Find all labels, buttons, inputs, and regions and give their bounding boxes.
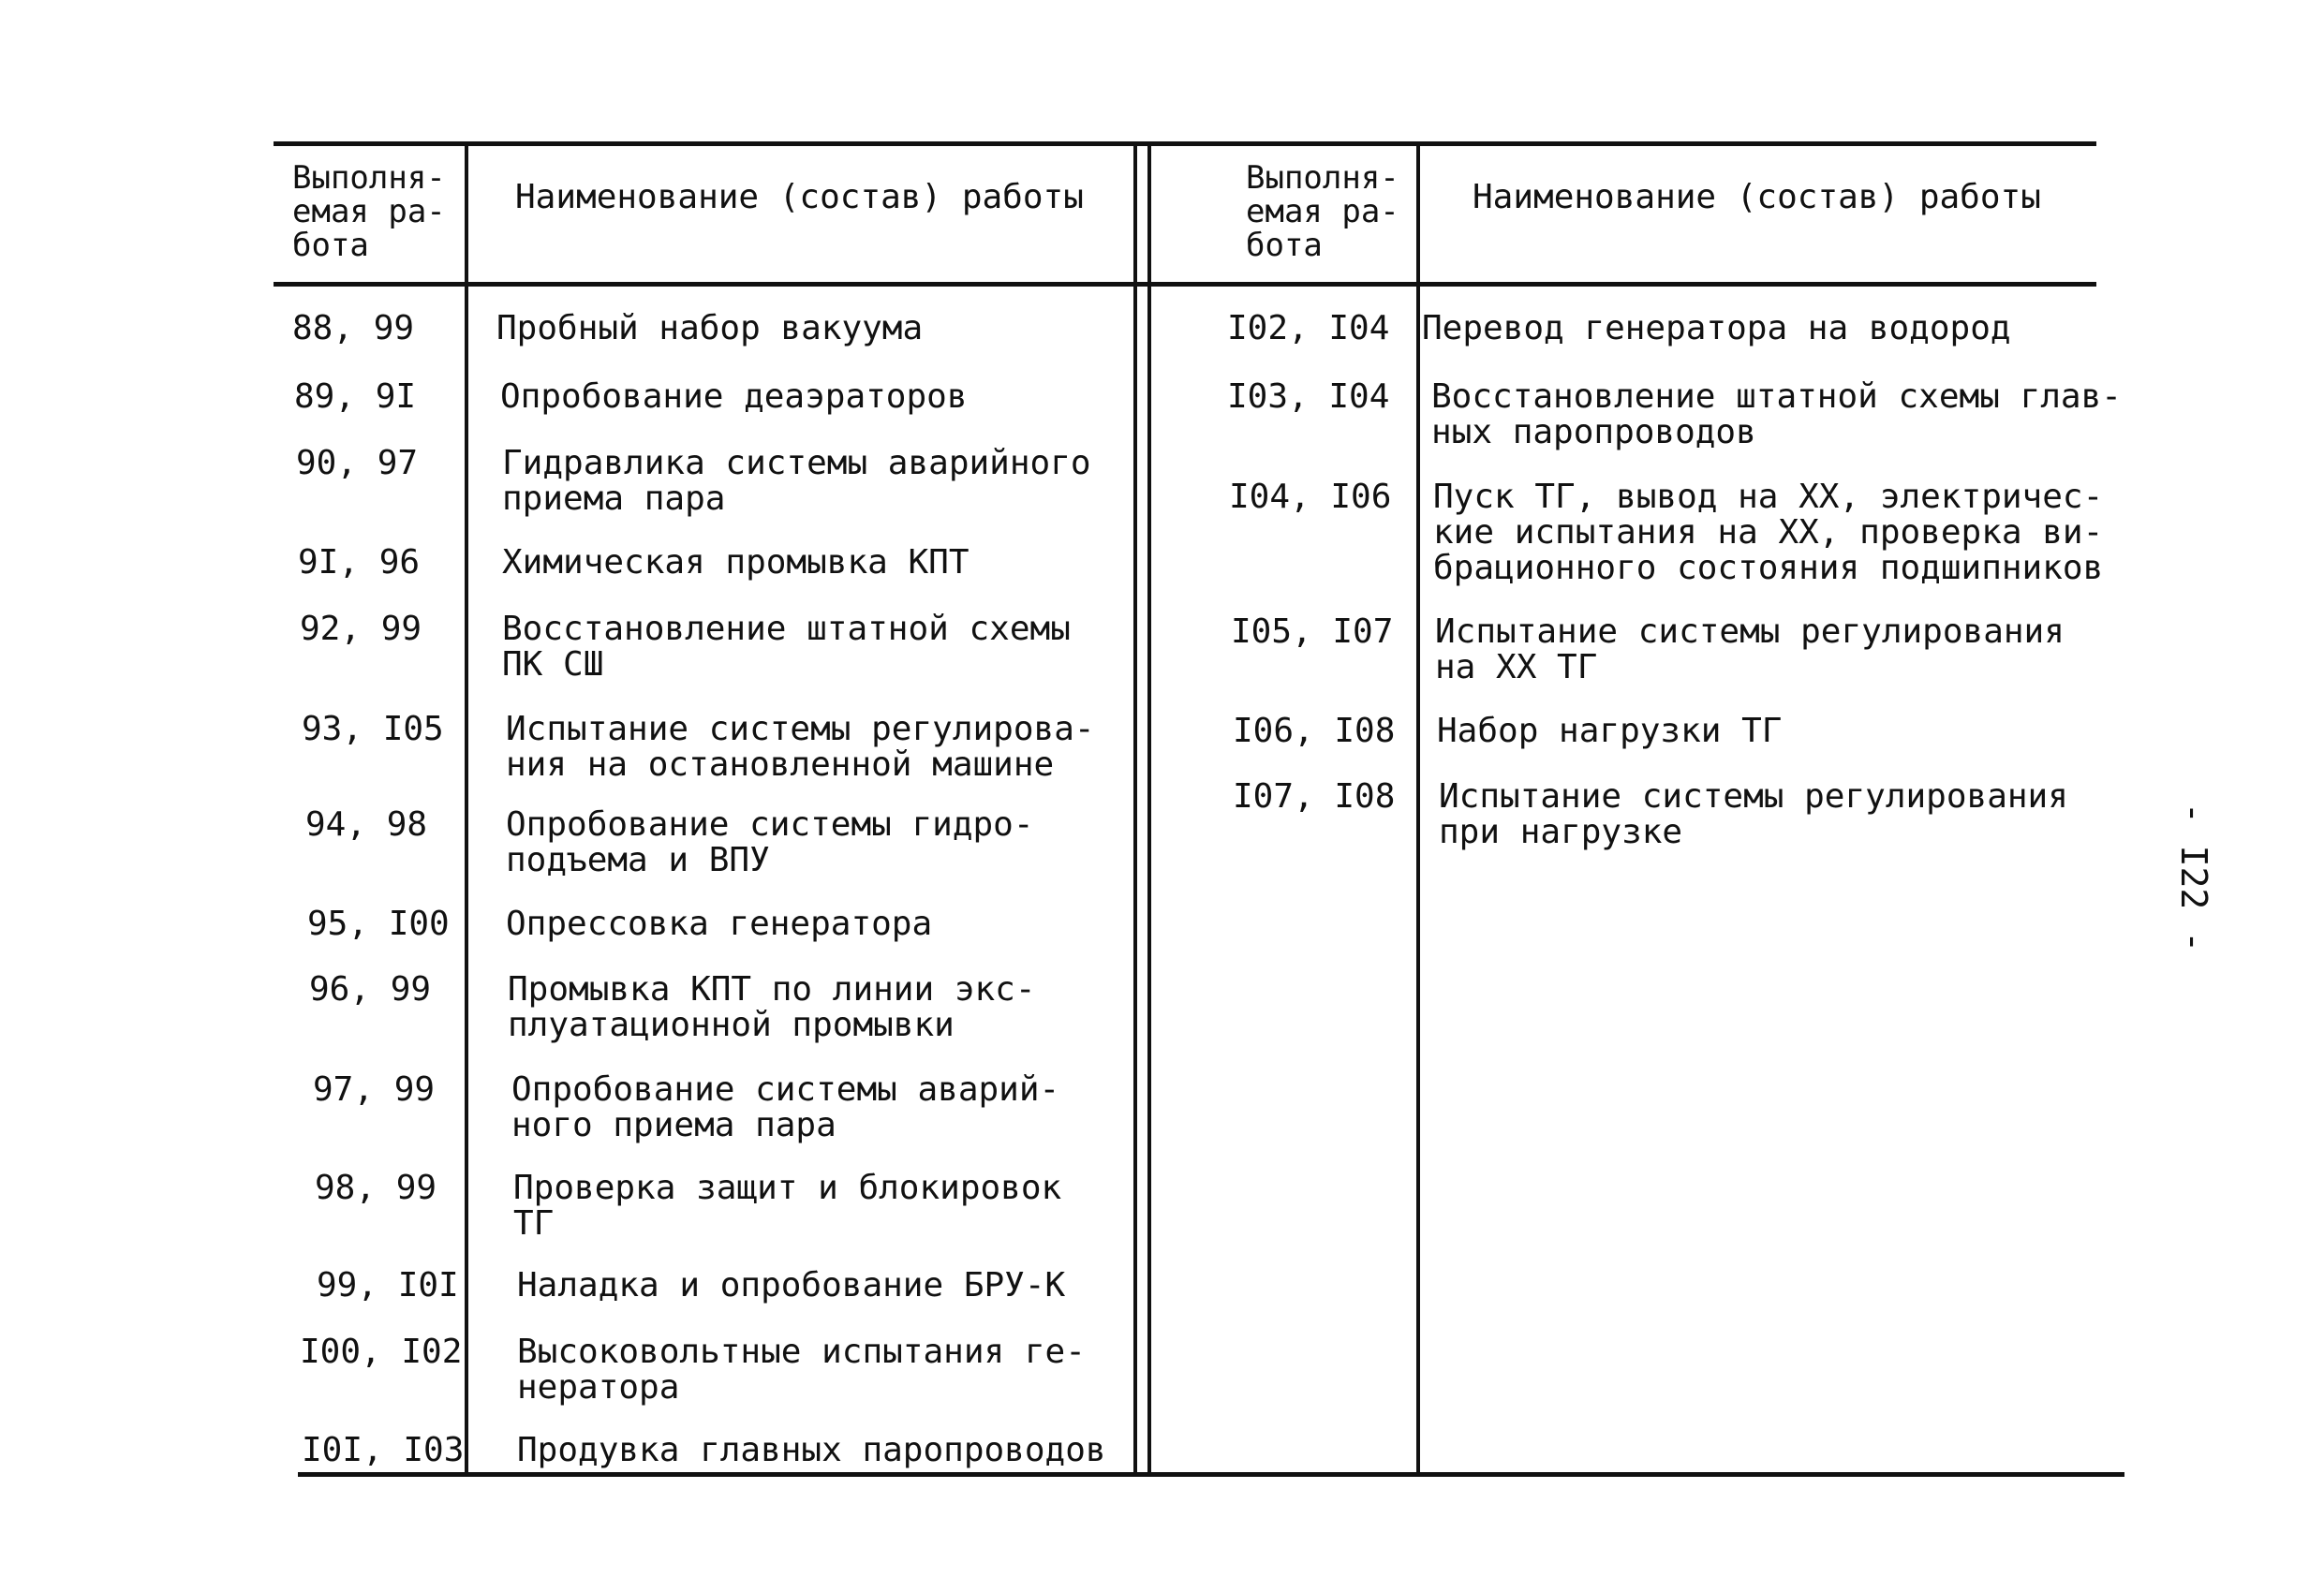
right-row-3-name: Пуск ТГ, вывод на XX, электричес- кие испытания на XX, проверка ви- брационного состояния подшипников [1433,478,2104,587]
left-row-5-code: 92, 99 [300,610,422,648]
left-row-3-code: 90, 97 [296,444,419,482]
center-double-divider-right [1147,143,1151,1475]
left-row-1-code: 88, 99 [292,309,415,347]
left-row-6-name: Испытание системы регулирова- ния на остановленной машине [506,710,1095,784]
left-row-4-name: Химическая промывка КПТ [502,543,970,582]
right-row-4-code: I05, I07 [1231,612,1394,651]
right-code-header: Выполня- емая ра- бота [1246,159,1399,264]
center-double-divider-left [1133,143,1137,1475]
right-row-4-name: Испытание системы регулирования на XX ТГ [1435,612,2065,686]
left-row-5-name: Восстановление штатной схемы ПК СШ [502,610,1071,684]
left-row-2-name: Опробование деаэраторов [500,377,968,416]
left-row-8-name: Опрессовка генератора [506,905,933,943]
right-row-2-name: Восстановление штатной схемы глав- ных паропроводов [1431,377,2122,451]
page-number: - I22 - [2173,802,2215,953]
right-row-6-code: I07, I08 [1233,777,1396,816]
left-row-13-code: I00, I02 [300,1333,463,1371]
right-row-5-code: I06, I08 [1233,712,1396,750]
left-code-header: Выполня- емая ра- бота [292,159,446,264]
left-row-11-code: 98, 99 [315,1169,437,1207]
right-column-divider [1416,143,1420,1475]
left-column-divider [465,143,468,1475]
left-row-3-name: Гидравлика системы аварийного приема пара [502,444,1091,518]
left-row-9-code: 96, 99 [309,970,432,1009]
left-row-12-code: 99, I0I [317,1266,459,1305]
left-row-1-name: Пробный набор вакуума [496,309,924,347]
right-name-header: Наименование (состав) работы [1473,178,2041,216]
table-header-rule [274,282,2096,287]
right-row-1-code: I02, I04 [1227,309,1390,347]
right-row-5-name: Набор нагрузки ТГ [1437,712,1783,750]
left-row-4-code: 9I, 96 [298,543,421,582]
left-row-13-name: Высоковольтные испытания ге- нератора [517,1333,1086,1407]
table-top-rule [274,141,2096,146]
right-row-1-name: Перевод генератора на водород [1422,309,2011,347]
right-row-2-code: I03, I04 [1227,377,1390,416]
left-row-7-code: 94, 98 [305,805,428,844]
left-row-8-code: 95, I00 [307,905,450,943]
left-row-2-code: 89, 9I [294,377,417,416]
right-row-6-name: Испытание системы регулирования при нагрузке [1439,777,2068,851]
left-row-10-code: 97, 99 [313,1070,436,1109]
left-row-12-name: Наладка и опробование БРУ-К [517,1266,1066,1305]
left-row-11-name: Проверка защит и блокировок ТГ [513,1169,1062,1243]
left-row-14-code: I0I, I03 [302,1431,465,1469]
table-bottom-rule [298,1472,2124,1477]
left-row-10-name: Опробование системы аварий- ного приема пара [511,1070,1060,1144]
left-row-7-name: Опробование системы гидро- подъема и ВПУ [506,805,1034,879]
left-name-header: Наименование (состав) работы [515,178,1084,216]
left-row-9-name: Промывка КПТ по линии экс- плуатационной промывки [508,970,1036,1044]
right-row-3-code: I04, I06 [1229,478,1392,516]
left-row-6-code: 93, I05 [302,710,444,748]
left-row-14-name: Продувка главных паропроводов [517,1431,1106,1469]
